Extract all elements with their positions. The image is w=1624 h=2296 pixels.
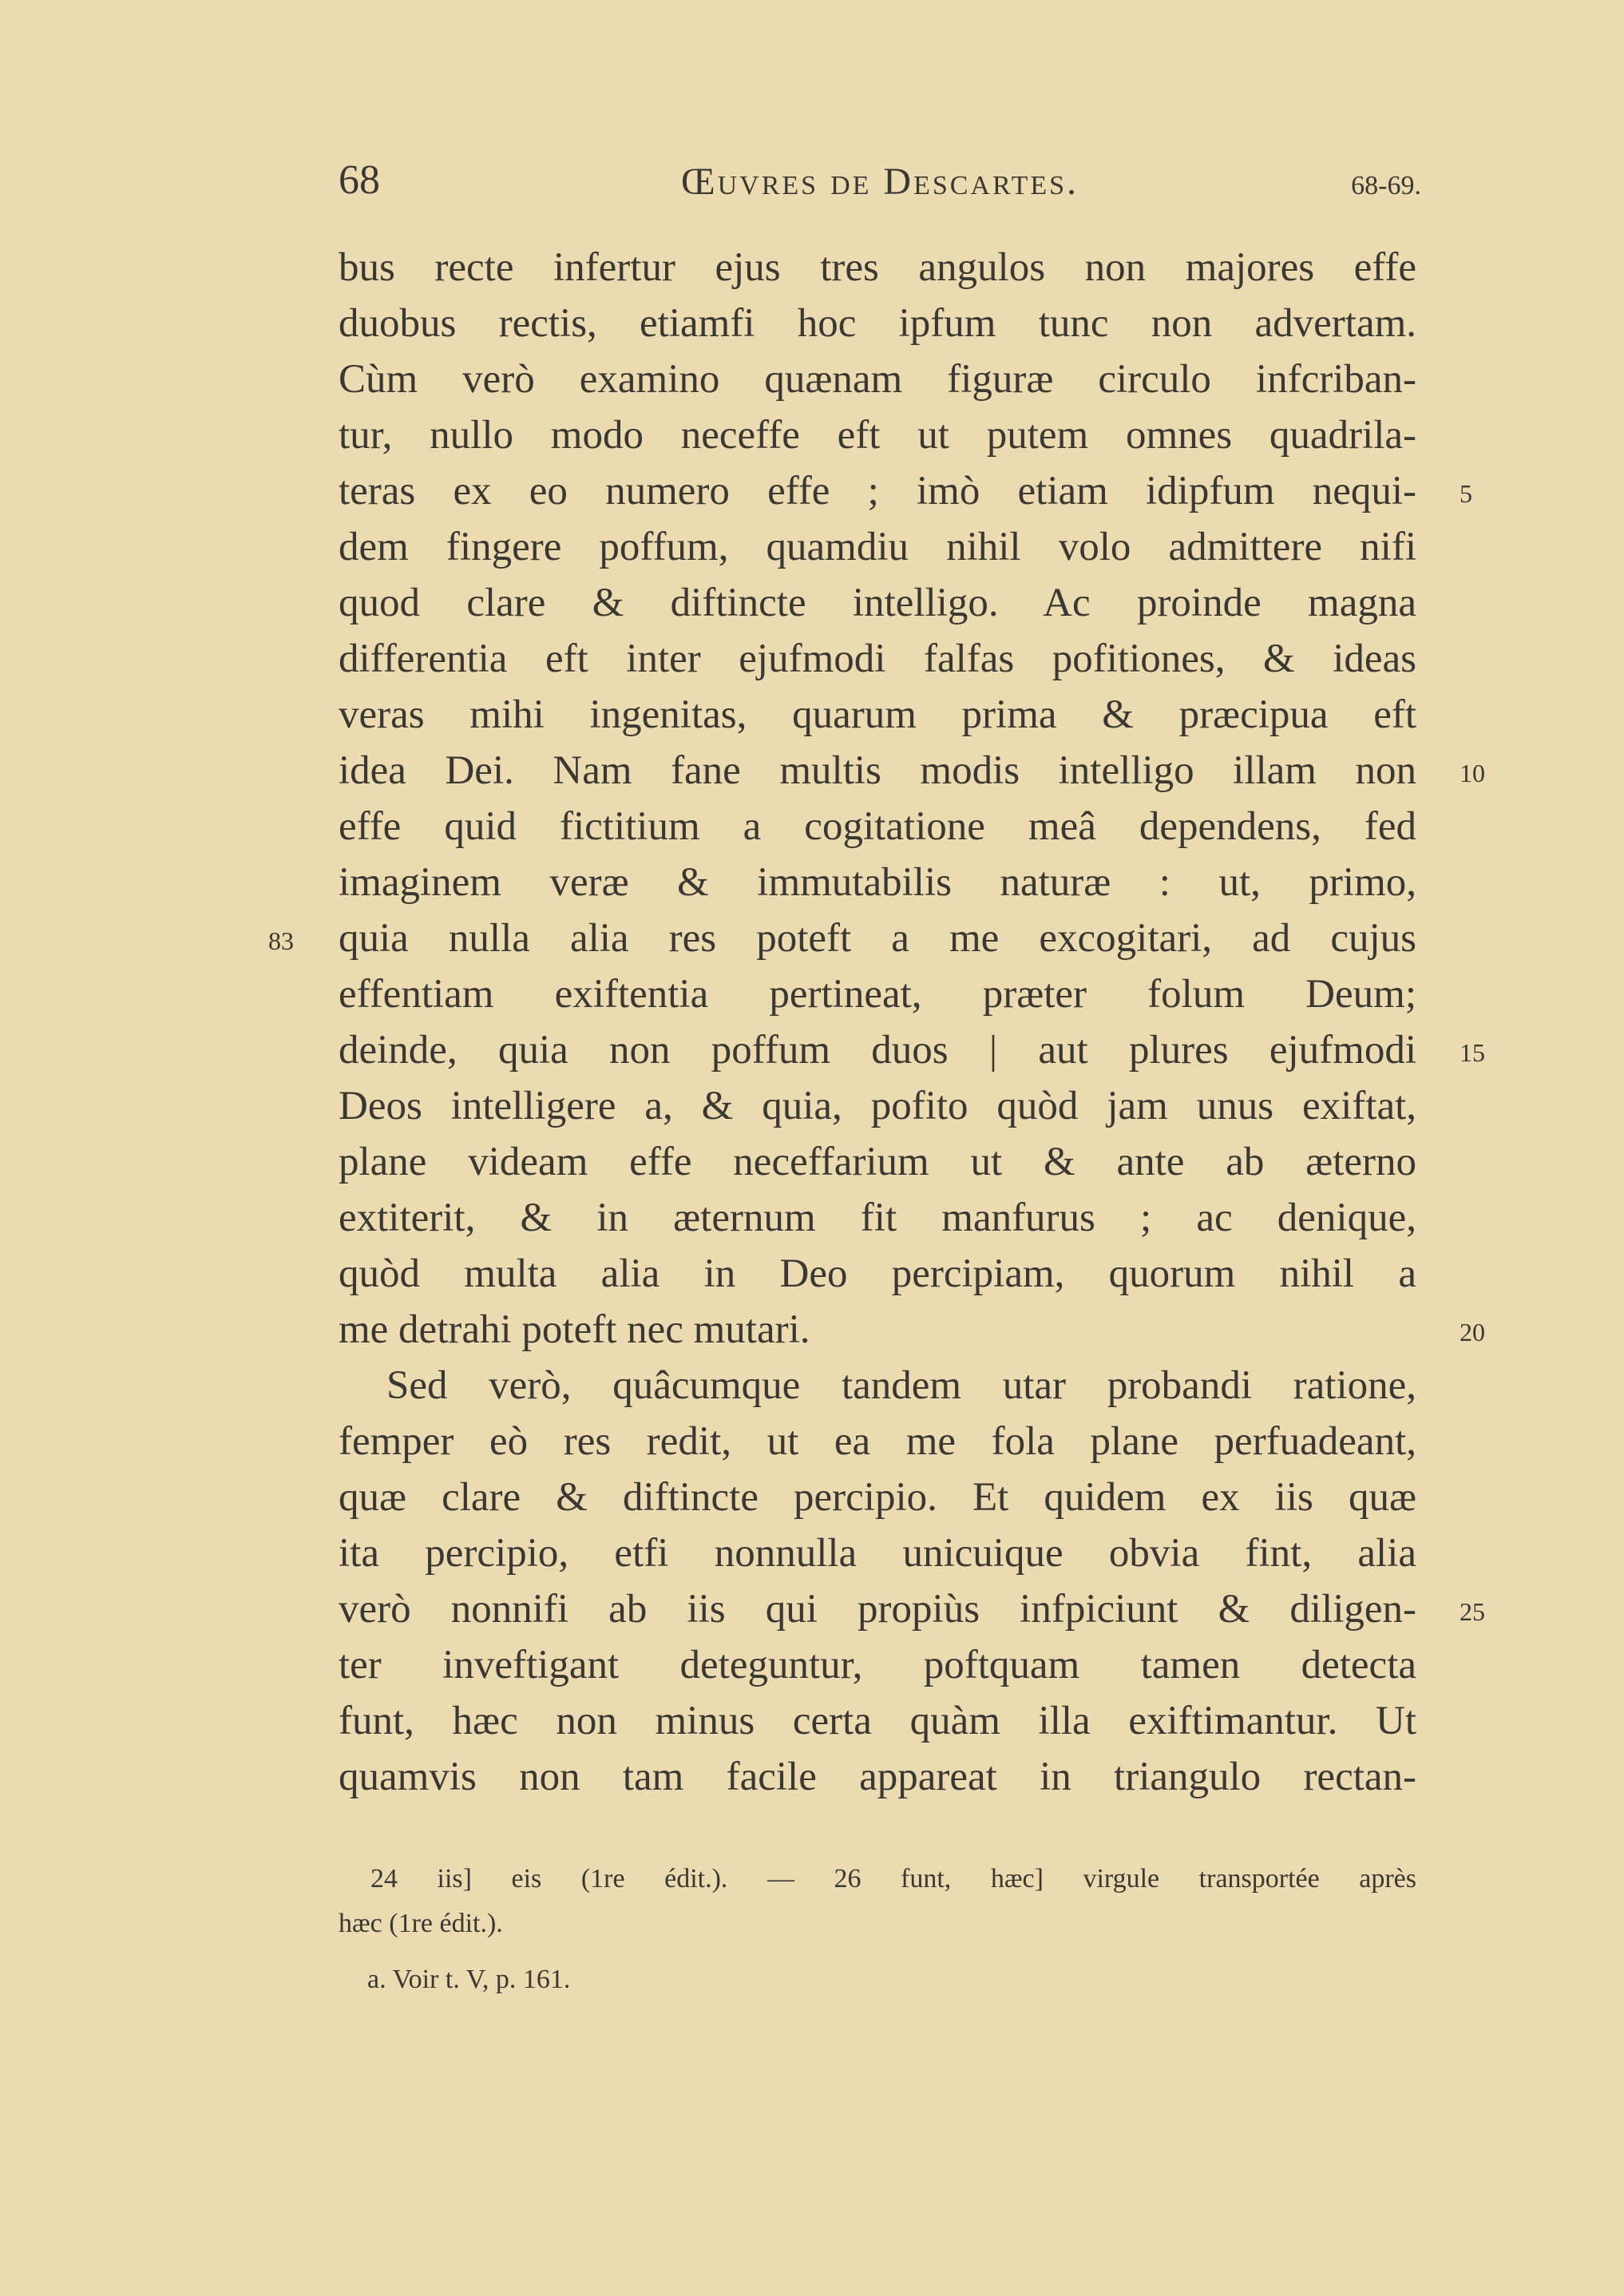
- text-line-20: me detrahi poteft nec mutari.: [339, 1307, 810, 1352]
- text-line-8: differentia eft inter ejufmodi falfas pofitiones, & ideas: [339, 636, 1416, 681]
- text-line-27: funt, hæc non minus certa quàm illa exiftimantur. Ut: [339, 1699, 1416, 1743]
- running-title: Œuvres de Descartes.: [680, 161, 1079, 203]
- text-line-24: ita percipio, etfi nonnulla unicuique obvia fint, alia: [339, 1531, 1416, 1576]
- text-line-15: deinde, quia non poffum duos | aut plures ejufmodi: [339, 1028, 1416, 1073]
- text-line-25: verò nonnifi ab iis qui propiùs infpiciunt & diligen-: [339, 1587, 1416, 1632]
- text-line-13: quia nulla alia res poteft a me excogitari, ad cujus: [339, 916, 1416, 961]
- text-line-9: veras mihi ingenitas, quarum prima & præcipua eft: [339, 692, 1416, 737]
- text-line-6: dem fingere poffum, quamdiu nihil volo admittere nifi: [339, 525, 1416, 569]
- line-number-20: 20: [1460, 1318, 1485, 1346]
- text-line-5: teras ex eo numero effe ; imò etiam idipfum nequi-: [339, 469, 1416, 514]
- text-line-19: quòd multa alia in Deo percipiam, quorum nihil a: [339, 1251, 1416, 1296]
- text-line-17: plane videam effe neceffarium ut & ante ab æterno: [339, 1140, 1416, 1184]
- text-line-3: Cùm verò examino quænam figuræ circulo infcriban-: [339, 357, 1416, 402]
- footnote-a: a. Voir t. V, p. 161.: [367, 1965, 571, 1994]
- text-line-16: Deos intelligere a, & quia, pofito quòd jam unus exiftat,: [339, 1084, 1416, 1128]
- text-line-1: bus recte infertur ejus tres angulos non majores effe: [339, 245, 1416, 290]
- edition-page-marker: 83: [268, 926, 294, 955]
- text-line-14: effentiam exiftentia pertineat, præter folum Deum;: [339, 972, 1416, 1017]
- line-number-5: 5: [1460, 479, 1472, 508]
- page-header: [339, 157, 1421, 212]
- page-range: 68-69.: [1351, 171, 1421, 200]
- text-line-26: ter inveftigant deteguntur, poftquam tamen detecta: [339, 1643, 1416, 1687]
- text-line-22: femper eò res redit, ut ea me fola plane perfuadeant,: [339, 1419, 1416, 1464]
- text-line-23: quæ clare & diftincte percipio. Et quidem ex iis quæ: [339, 1475, 1416, 1520]
- text-line-4: tur, nullo modo neceffe eft ut putem omnes quadrila-: [339, 413, 1416, 458]
- line-number-10: 10: [1460, 759, 1485, 787]
- text-line-2: duobus rectis, etiamfi hoc ipfum tunc non advertam.: [339, 301, 1416, 346]
- text-line-12: imaginem veræ & immutabilis naturæ : ut, primo,: [339, 860, 1416, 905]
- variant-note-line-2: hæc (1re édit.).: [339, 1909, 503, 1938]
- text-line-10: idea Dei. Nam fane multis modis intelligo illam non: [339, 748, 1416, 793]
- text-line-21: Sed verò, quâcumque tandem utar probandi ratione,: [386, 1363, 1416, 1408]
- text-line-11: effe quid fictitium a cogitatione meâ dependens, fed: [339, 804, 1416, 849]
- page-number: 68: [339, 157, 380, 203]
- line-number-25: 25: [1460, 1597, 1485, 1626]
- text-line-7: quod clare & diftincte intelligo. Ac proinde magna: [339, 581, 1416, 625]
- variant-note-line-1: 24 iis] eis (1re édit.). — 26 funt, hæc] virgule transportée après: [370, 1864, 1416, 1894]
- text-line-18: extiterit, & in æternum fit manfurus ; ac denique,: [339, 1196, 1416, 1240]
- line-number-15: 15: [1460, 1038, 1485, 1067]
- text-line-28: quamvis non tam facile appareat in triangulo rectan-: [339, 1755, 1416, 1799]
